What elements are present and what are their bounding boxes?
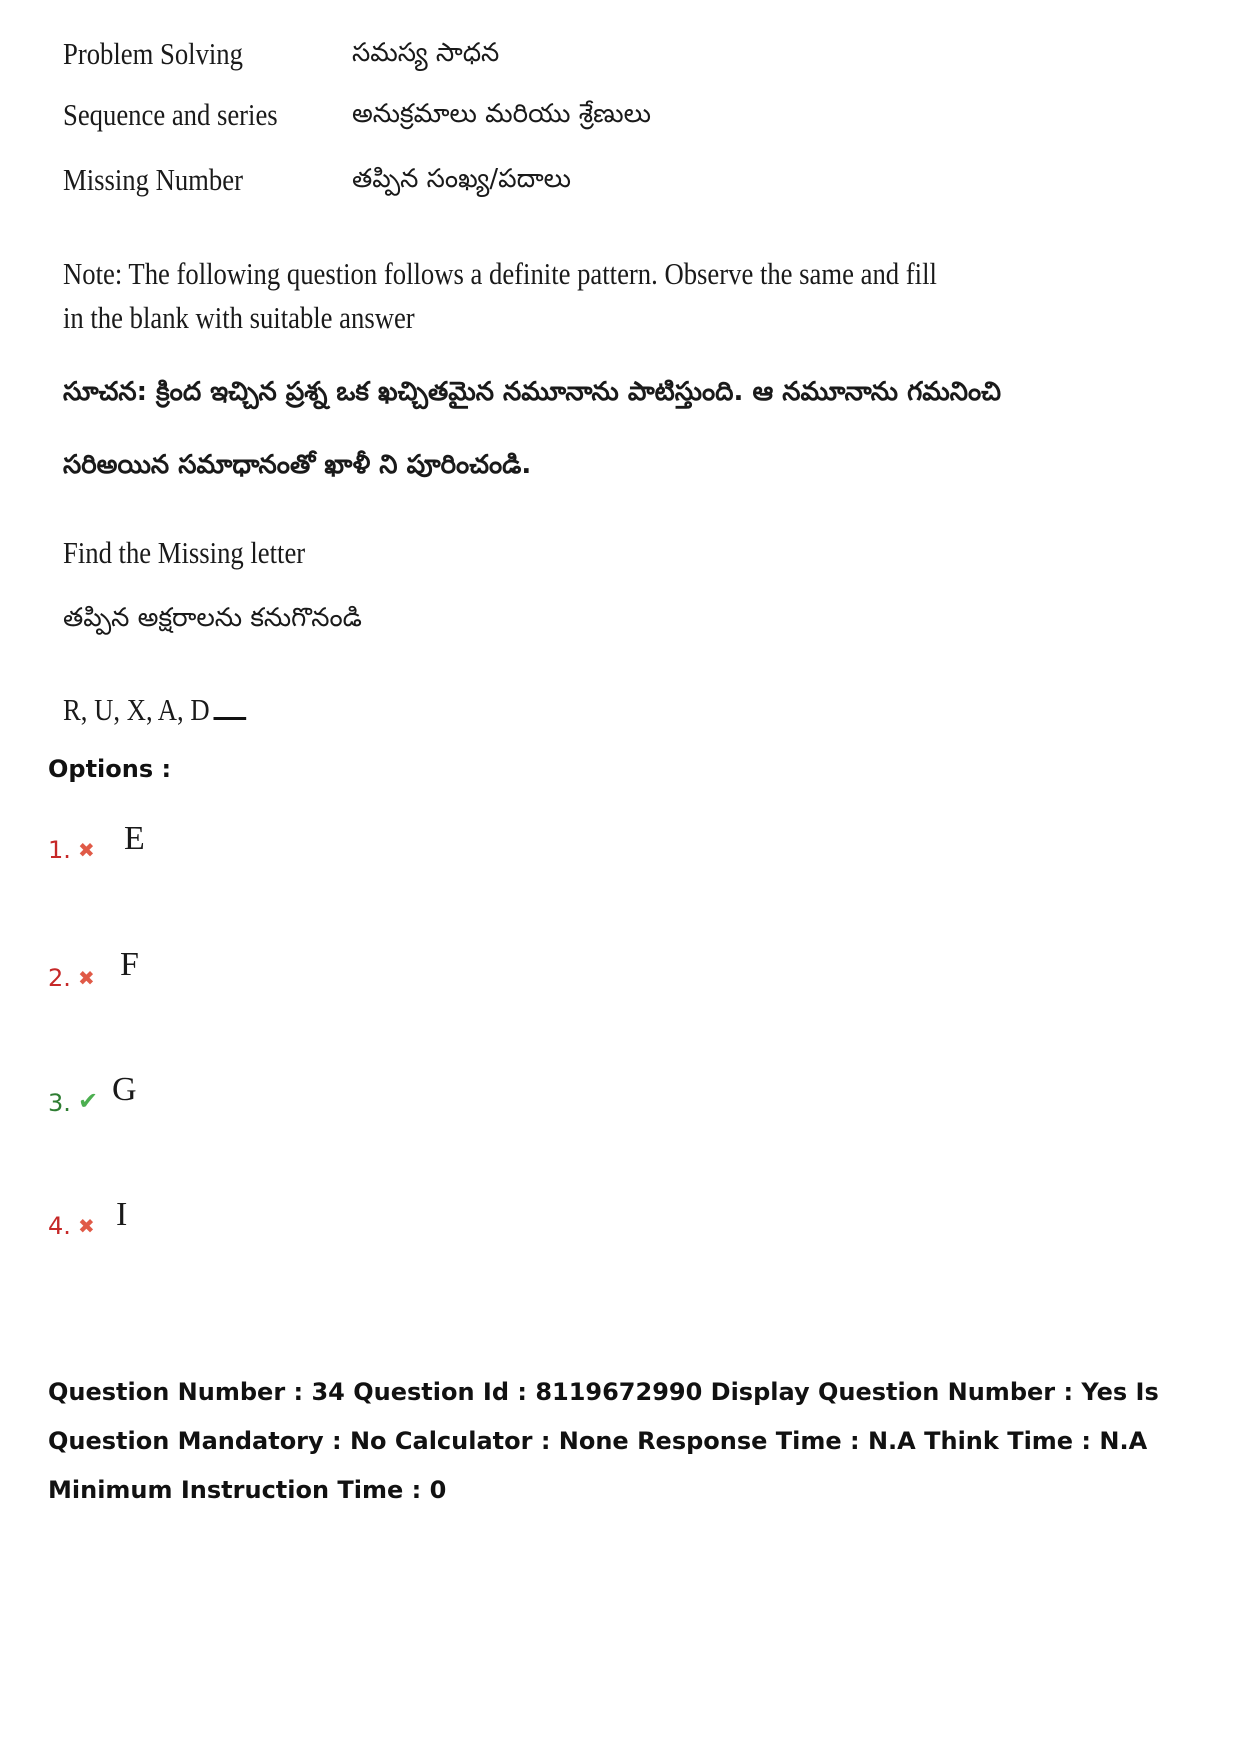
question-telugu: తప్పిన అక్షరాలను కనుగొనండి — [63, 603, 362, 633]
header-row-missing-number-te: తప్పిన సంఖ్య/పదాలు — [352, 164, 572, 194]
question-english: Find the Missing letter — [63, 535, 306, 570]
option-number: 2. — [48, 964, 71, 992]
option-text: I — [116, 1196, 128, 1233]
wrong-icon: ✖ — [78, 1214, 95, 1238]
wrong-icon: ✖ — [78, 966, 95, 990]
option-number: 4. — [48, 1212, 71, 1240]
answer-blank — [213, 717, 246, 720]
note-english: Note: The following question follows a definite pattern. Observe the same and fill in the blank with suitable answer — [63, 256, 937, 335]
question-meta: Question Number : 34 Question Id : 8119672990 Display Question Number : Yes Is Question Mandatory : No Calculator : None Response Time : N.A Think Time : N.A Minimum Instruction Time : 0 — [48, 1378, 1159, 1504]
option-text: F — [120, 946, 139, 983]
header-row-problem-solving-en: Problem Solving — [63, 36, 243, 71]
option-text: G — [112, 1071, 137, 1108]
header-row-sequence-te: అనుక్రమాలు మరియు శ్రేణులు — [352, 99, 651, 129]
header-row-sequence-en: Sequence and series — [63, 97, 278, 132]
wrong-icon: ✖ — [78, 838, 95, 862]
option-text: E — [124, 820, 145, 857]
options-label: Options : — [48, 755, 172, 783]
header-row-problem-solving-te: సమస్య సాధన — [352, 38, 500, 68]
option-number: 1. — [48, 836, 71, 864]
check-icon: ✔ — [78, 1087, 99, 1115]
sequence — [63, 692, 246, 728]
option-number: 3. — [48, 1089, 71, 1117]
note-telugu-line1: సూచన: క్రింద ఇచ్చిన ప్రశ్న ఒక ఖచ్చితమైన నమూనాను పాటిస్తుంది. ఆ నమూనాను గమనించి — [63, 377, 1002, 407]
note-telugu-line2: సరిఅయిన సమాధానంతో ఖాళీ ని పూరించండి. — [63, 450, 532, 480]
sequence-text: R, U, X, A, D — [63, 692, 210, 727]
header-row-missing-number-en: Missing Number — [63, 162, 243, 197]
